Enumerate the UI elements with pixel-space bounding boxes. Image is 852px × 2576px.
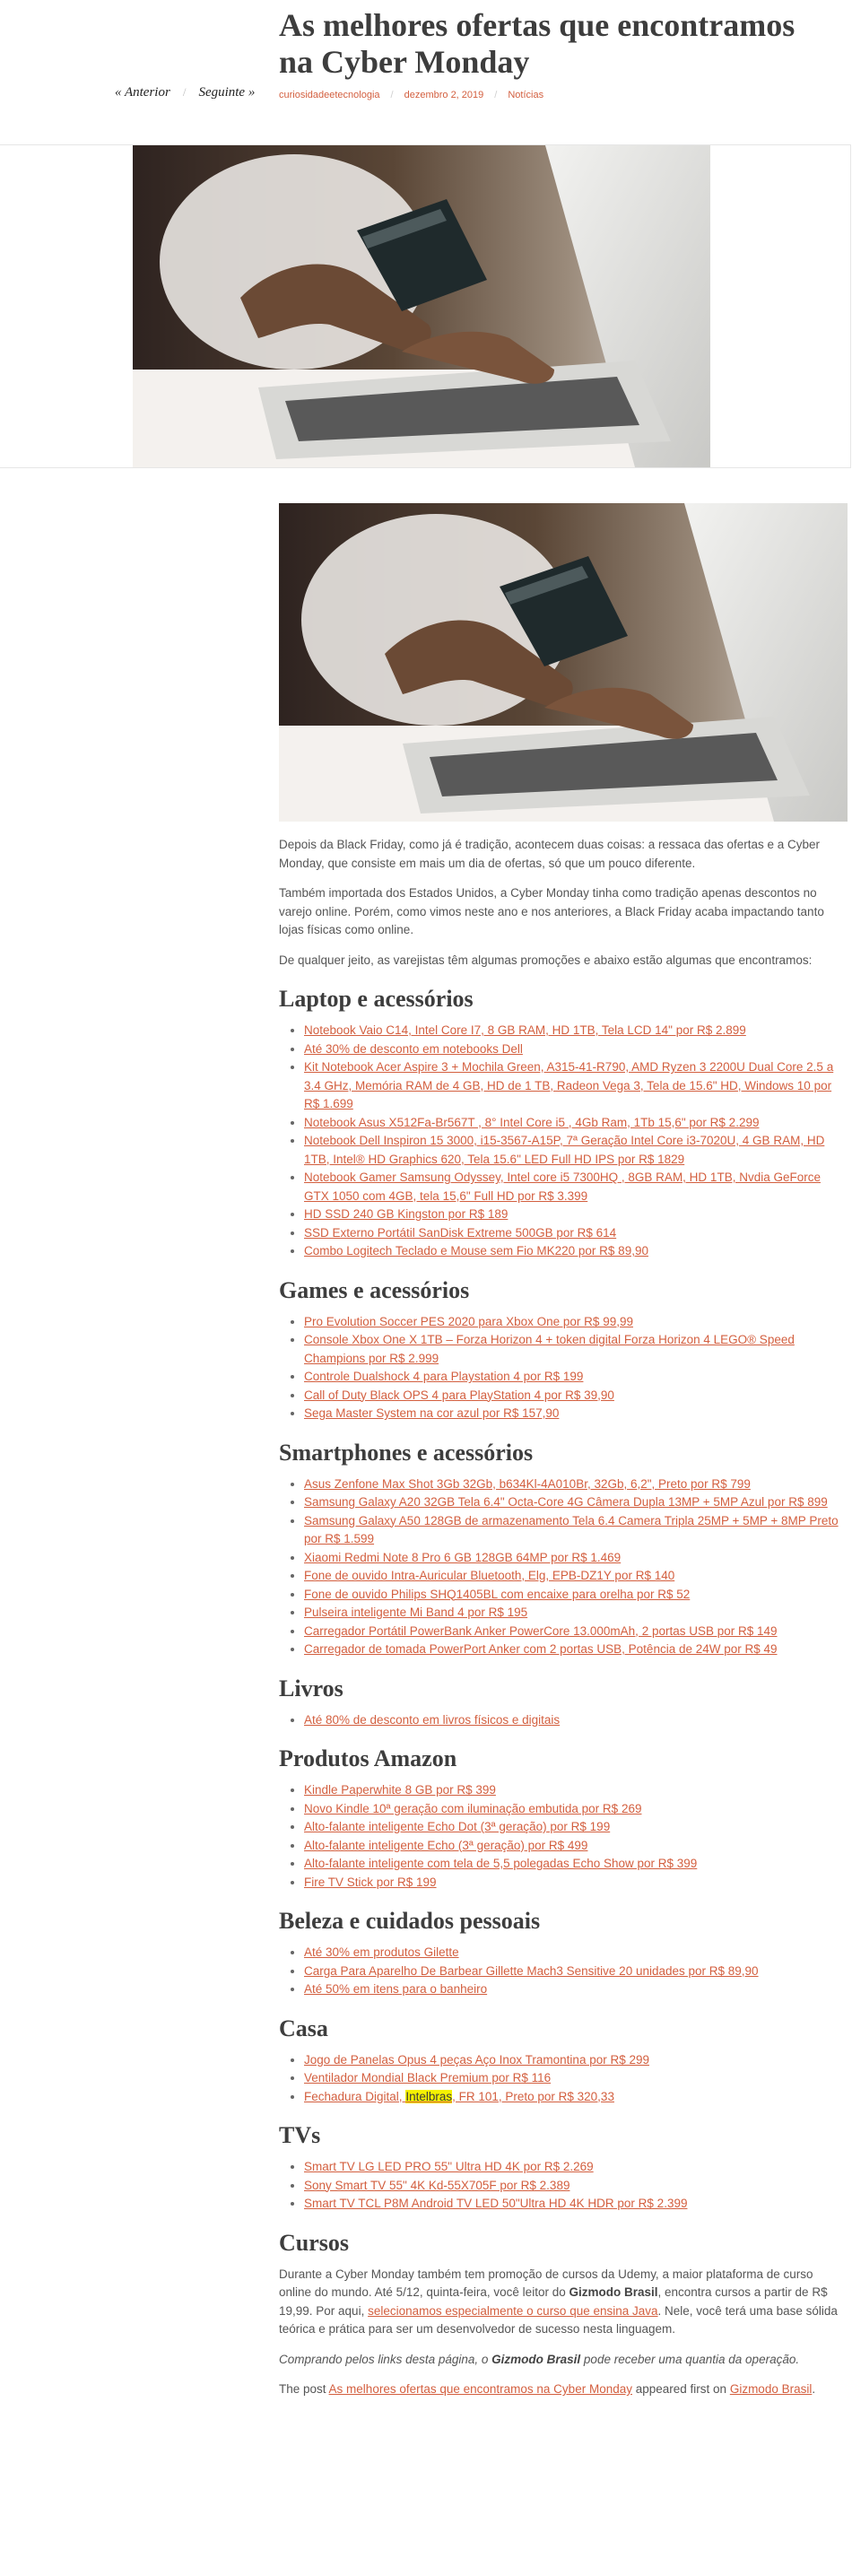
list-item [304, 1586, 842, 1605]
deal-link[interactable]: Novo Kindle 10ª geração com iluminação embutida por R$ 269 [304, 1801, 642, 1815]
list-item [304, 1405, 842, 1423]
meta-separator: / [494, 90, 498, 100]
deal-link[interactable]: HD SSD 240 GB Kingston por R$ 189 [304, 1207, 509, 1221]
list-item [304, 1512, 842, 1549]
list-item [304, 1022, 842, 1040]
section-heading-laptop: Laptop e acessórios [279, 986, 474, 1012]
brand-name: Gizmodo Brasil [491, 2352, 581, 2366]
list-item [304, 1962, 842, 1981]
deal-link[interactable]: Até 50% em itens para o banheiro [304, 1982, 488, 1996]
list-item [304, 1040, 842, 1059]
smartphones-deals-list [279, 1475, 842, 1659]
section-heading-beleza: Beleza e cuidados pessoais [279, 1908, 541, 1934]
article-image [279, 503, 848, 822]
deal-link[interactable]: Smart TV LG LED PRO 55" Ultra HD 4K por R$ 2.269 [304, 2160, 594, 2173]
deal-link[interactable]: Kindle Paperwhite 8 GB por R$ 399 [304, 1783, 496, 1797]
post-navigation [115, 85, 255, 100]
deal-link[interactable]: Call of Duty Black OPS 4 para PlayStation 4 por R$ 39,90 [304, 1388, 614, 1402]
list-item [304, 1944, 842, 1962]
deal-link[interactable]: Pro Evolution Soccer PES 2020 para Xbox One por R$ 99,99 [304, 1314, 633, 1328]
list-item [304, 1874, 842, 1893]
paragraph-text: appeared first on [631, 2382, 730, 2396]
featured-image [133, 145, 710, 467]
tvs-deals-list [279, 2158, 842, 2214]
list-item [304, 1855, 842, 1874]
featured-image-band [0, 144, 851, 468]
list-item [304, 1058, 842, 1114]
next-post-link[interactable]: Seguinte » [198, 85, 256, 100]
section-heading-smartphones: Smartphones e acessórios [279, 1439, 534, 1466]
deal-link[interactable]: Fire TV Stick por R$ 199 [304, 1875, 437, 1889]
list-item [304, 2195, 842, 2214]
deal-link[interactable]: Carga Para Aparelho De Barbear Gillette Mach3 Sensitive 20 unidades por R$ 89,90 [304, 1963, 759, 1978]
deal-link[interactable]: Pulseira inteligente Mi Band 4 por R$ 195 [304, 1606, 528, 1619]
paragraph-text: Durante a Cyber Monday também tem promoção de cursos da Udemy, a maior plataforma de curso online do mundo. Até 5/12, quinta-feira, você leitor do [279, 2267, 813, 2299]
intro-paragraph: Também importada dos Estados Unidos, a Cyber Monday tinha como tradição apenas descontos no varejo online. Porém, como vimos neste ano e nos anteriores, a Black Friday acaba impactando tanto lojas físicas como online. [279, 886, 824, 936]
amazon-deals-list [279, 1781, 842, 1892]
list-item [304, 1368, 842, 1387]
meta-separator: / [390, 90, 394, 100]
deal-link[interactable]: Jogo de Panelas Opus 4 peças Aço Inox Tramontina por R$ 299 [304, 2052, 649, 2067]
deal-link[interactable]: Samsung Galaxy A50 128GB de armazenamento Tela 6.4 Camera Tripla 25MP + 5MP + 8MP Preto por R$ 1.599 [304, 1513, 839, 1545]
intro-paragraph: De qualquer jeito, as varejistas têm algumas promoções e abaixo estão algumas que encontramos: [279, 953, 813, 967]
deal-link[interactable]: Até 30% de desconto em notebooks Dell [304, 1041, 523, 1056]
intro-paragraph: Depois da Black Friday, como já é tradição, acontecem duas coisas: a ressaca das ofertas e a Cyber Monday, que consiste em mais um dia de ofertas, só que um pouco diferente. [279, 838, 821, 870]
post-meta [279, 90, 543, 100]
deal-link[interactable]: Carregador Portátil PowerBank Anker PowerCore 13.000mAh, 2 portas USB por R$ 149 [304, 1623, 778, 1638]
laptop-deals-list [279, 1022, 842, 1261]
list-item [304, 2088, 842, 2107]
deal-link[interactable]: Alto-falante inteligente com tela de 5,5 polegadas Echo Show por R$ 399 [304, 1857, 698, 1870]
section-heading-casa: Casa [279, 2015, 328, 2041]
list-item [304, 1224, 842, 1243]
category-link[interactable]: Notícias [508, 90, 544, 100]
deal-link[interactable]: Ventilador Mondial Black Premium por R$ 116 [304, 2071, 552, 2084]
deal-link[interactable]: Smart TV TCL P8M Android TV LED 50"Ultra HD 4K HDR por R$ 2.399 [304, 2197, 688, 2210]
list-item [304, 1242, 842, 1261]
livros-deals-list [279, 1711, 842, 1730]
deal-link[interactable]: Até 80% de desconto em livros físicos e digitais [304, 1712, 561, 1727]
section-heading-tvs: TVs [279, 2122, 321, 2148]
deal-link[interactable]: Alto-falante inteligente Echo (3ª geração) por R$ 499 [304, 1838, 588, 1852]
list-item [304, 1640, 842, 1659]
deal-link[interactable]: Notebook Gamer Samsung Odyssey, Intel core i5 7300HQ , 8GB RAM, HD 1TB, Nvdia GeForce GTX 1050 com 4GB, tela 15,6" Full HD por R$ 3.399 [304, 1171, 821, 1203]
section-heading-livros: Livros [279, 1675, 343, 1701]
date-link[interactable]: dezembro 2, 2019 [404, 90, 484, 100]
deal-link[interactable]: Notebook Vaio C14, Intel Core I7, 8 GB RAM, HD 1TB, Tela LCD 14" por R$ 2.899 [304, 1023, 746, 1037]
deal-link[interactable]: Carregador de tomada PowerPort Anker com 2 portas USB, Potência de 24W por R$ 49 [304, 1642, 778, 1656]
deal-link[interactable]: Console Xbox One X 1TB – Forza Horizon 4 + token digital Forza Horizon 4 LEGO® Speed Champions por R$ 2.999 [304, 1333, 795, 1365]
highlighted-brand: Intelbras [405, 2089, 453, 2103]
paragraph-text: . [812, 2382, 816, 2396]
deal-text: , FR 101, Preto por R$ 320,33 [452, 2089, 614, 2103]
deal-link[interactable]: Xiaomi Redmi Note 8 Pro 6 GB 128GB 64MP por R$ 1.469 [304, 1550, 622, 1564]
list-item [304, 2177, 842, 2196]
deal-text: Fechadura Digital, [304, 2089, 406, 2103]
list-item [304, 2051, 842, 2070]
list-item [304, 1169, 842, 1205]
list-item [304, 1313, 842, 1332]
article-content [279, 836, 842, 2411]
nav-separator: / [182, 85, 187, 99]
list-item [304, 1837, 842, 1856]
deal-link[interactable]: Asus Zenfone Max Shot 3Gb 32Gb, b634Kl-4A010Br, 32Gb, 6,2", Preto por R$ 799 [304, 1476, 751, 1491]
deal-link[interactable]: Fone de ouvido Philips SHQ1405BL com encaixe para orelha por R$ 52 [304, 1587, 691, 1601]
section-heading-cursos: Cursos [279, 2229, 350, 2256]
deal-link[interactable]: Até 30% em produtos Gilette [304, 1945, 459, 1959]
list-item [304, 1980, 842, 1999]
list-item [304, 1114, 842, 1133]
affiliate-disclaimer [279, 2351, 842, 2370]
previous-post-link[interactable]: « Anterior [115, 85, 170, 100]
deal-link[interactable]: Alto-falante inteligente Echo Dot (3ª geração) por R$ 199 [304, 1820, 611, 1833]
list-item [304, 1549, 842, 1568]
original-post-link[interactable]: As melhores ofertas que encontramos na Cyber Monday [328, 2382, 632, 2396]
list-item [304, 1711, 842, 1730]
list-item [304, 1475, 842, 1494]
list-item [304, 1205, 842, 1224]
casa-deals-list [279, 2051, 842, 2107]
deal-link[interactable]: Fone de ouvido Intra-Auricular Bluetooth, Elg, EPB-DZ1Y por R$ 140 [304, 1569, 675, 1582]
deal-link[interactable]: Kit Notebook Acer Aspire 3 + Mochila Green, A315-41-R790, AMD Ryzen 3 2200U Dual Core 2.5 a 3.4 GHz, Memória RAM de 4 GB, HD de 1 TB, Radeon Vega 3, Tela de 15.6" HD, Windows 10 por R$ 1.699 [304, 1060, 834, 1110]
paragraph-text: pode receber uma quantia da operação. [580, 2352, 800, 2366]
deal-link[interactable]: Sony Smart TV 55" 4K Kd-55X705F por R$ 2.389 [304, 2178, 570, 2192]
games-deals-list [279, 1313, 842, 1423]
page-title: As melhores ofertas que encontramos na Cyber Monday [279, 7, 795, 80]
list-item [304, 2158, 842, 2177]
deal-link[interactable]: SSD Externo Portátil SanDisk Extreme 500GB por R$ 614 [304, 1225, 617, 1240]
deal-link[interactable]: Notebook Dell Inspiron 15 3000, i15-3567-A15P, 7ª Geração Intel Core i3-7020U, 4 GB RAM, HD 1TB, Intel® HD Graphics 620, Tela 15.6" LED Full HD IPS por R$ 1829 [304, 1134, 825, 1166]
paragraph-text: , encontra cursos a partir de R$ 19,99. Por aqui, [279, 2285, 828, 2318]
deal-link[interactable]: Combo Logitech Teclado e Mouse sem Fio MK220 por R$ 89,90 [304, 1244, 648, 1258]
author-link[interactable]: curiosidadeetecnologia [279, 90, 380, 100]
section-heading-games: Games e acessórios [279, 1276, 470, 1303]
paragraph-text: . Nele, você terá uma base sólida teórica e prática para ser um desenvolvedor de sucesso nesta linguagem. [279, 2303, 838, 2336]
java-course-link[interactable]: selecionamos especialmente o curso que ensina Java [368, 2303, 658, 2318]
list-item [304, 1623, 842, 1641]
source-site-link[interactable]: Gizmodo Brasil [729, 2382, 813, 2396]
deal-link-fechadura[interactable] [304, 2090, 614, 2103]
post-footer-note [279, 2380, 842, 2399]
list-item [304, 2069, 842, 2088]
brand-name: Gizmodo Brasil [569, 2285, 658, 2299]
list-item [304, 1132, 842, 1169]
deal-link[interactable]: Controle Dualshock 4 para Playstation 4 por R$ 199 [304, 1370, 584, 1383]
list-item [304, 1800, 842, 1819]
list-item [304, 1818, 842, 1837]
paragraph-text: The post [279, 2382, 329, 2396]
list-item [304, 1387, 842, 1405]
list-item [304, 1493, 842, 1512]
list-item [304, 1781, 842, 1800]
list-item [304, 1331, 842, 1368]
deal-link[interactable]: Sega Master System na cor azul por R$ 157,90 [304, 1406, 560, 1420]
list-item [304, 1567, 842, 1586]
beleza-deals-list [279, 1944, 842, 1999]
deal-link[interactable]: Samsung Galaxy A20 32GB Tela 6.4" Octa-Core 4G Câmera Dupla 13MP + 5MP Azul por R$ 899 [304, 1495, 828, 1509]
paragraph-text: Comprando pelos links desta página, o [279, 2352, 492, 2366]
deal-link[interactable]: Notebook Asus X512Fa-Br567T , 8° Intel Core i5 , 4Gb Ram, 1Tb 15,6" por R$ 2.299 [304, 1115, 760, 1129]
list-item [304, 1604, 842, 1623]
section-heading-amazon: Produtos Amazon [279, 1745, 457, 1771]
cursos-paragraph [279, 2266, 842, 2339]
